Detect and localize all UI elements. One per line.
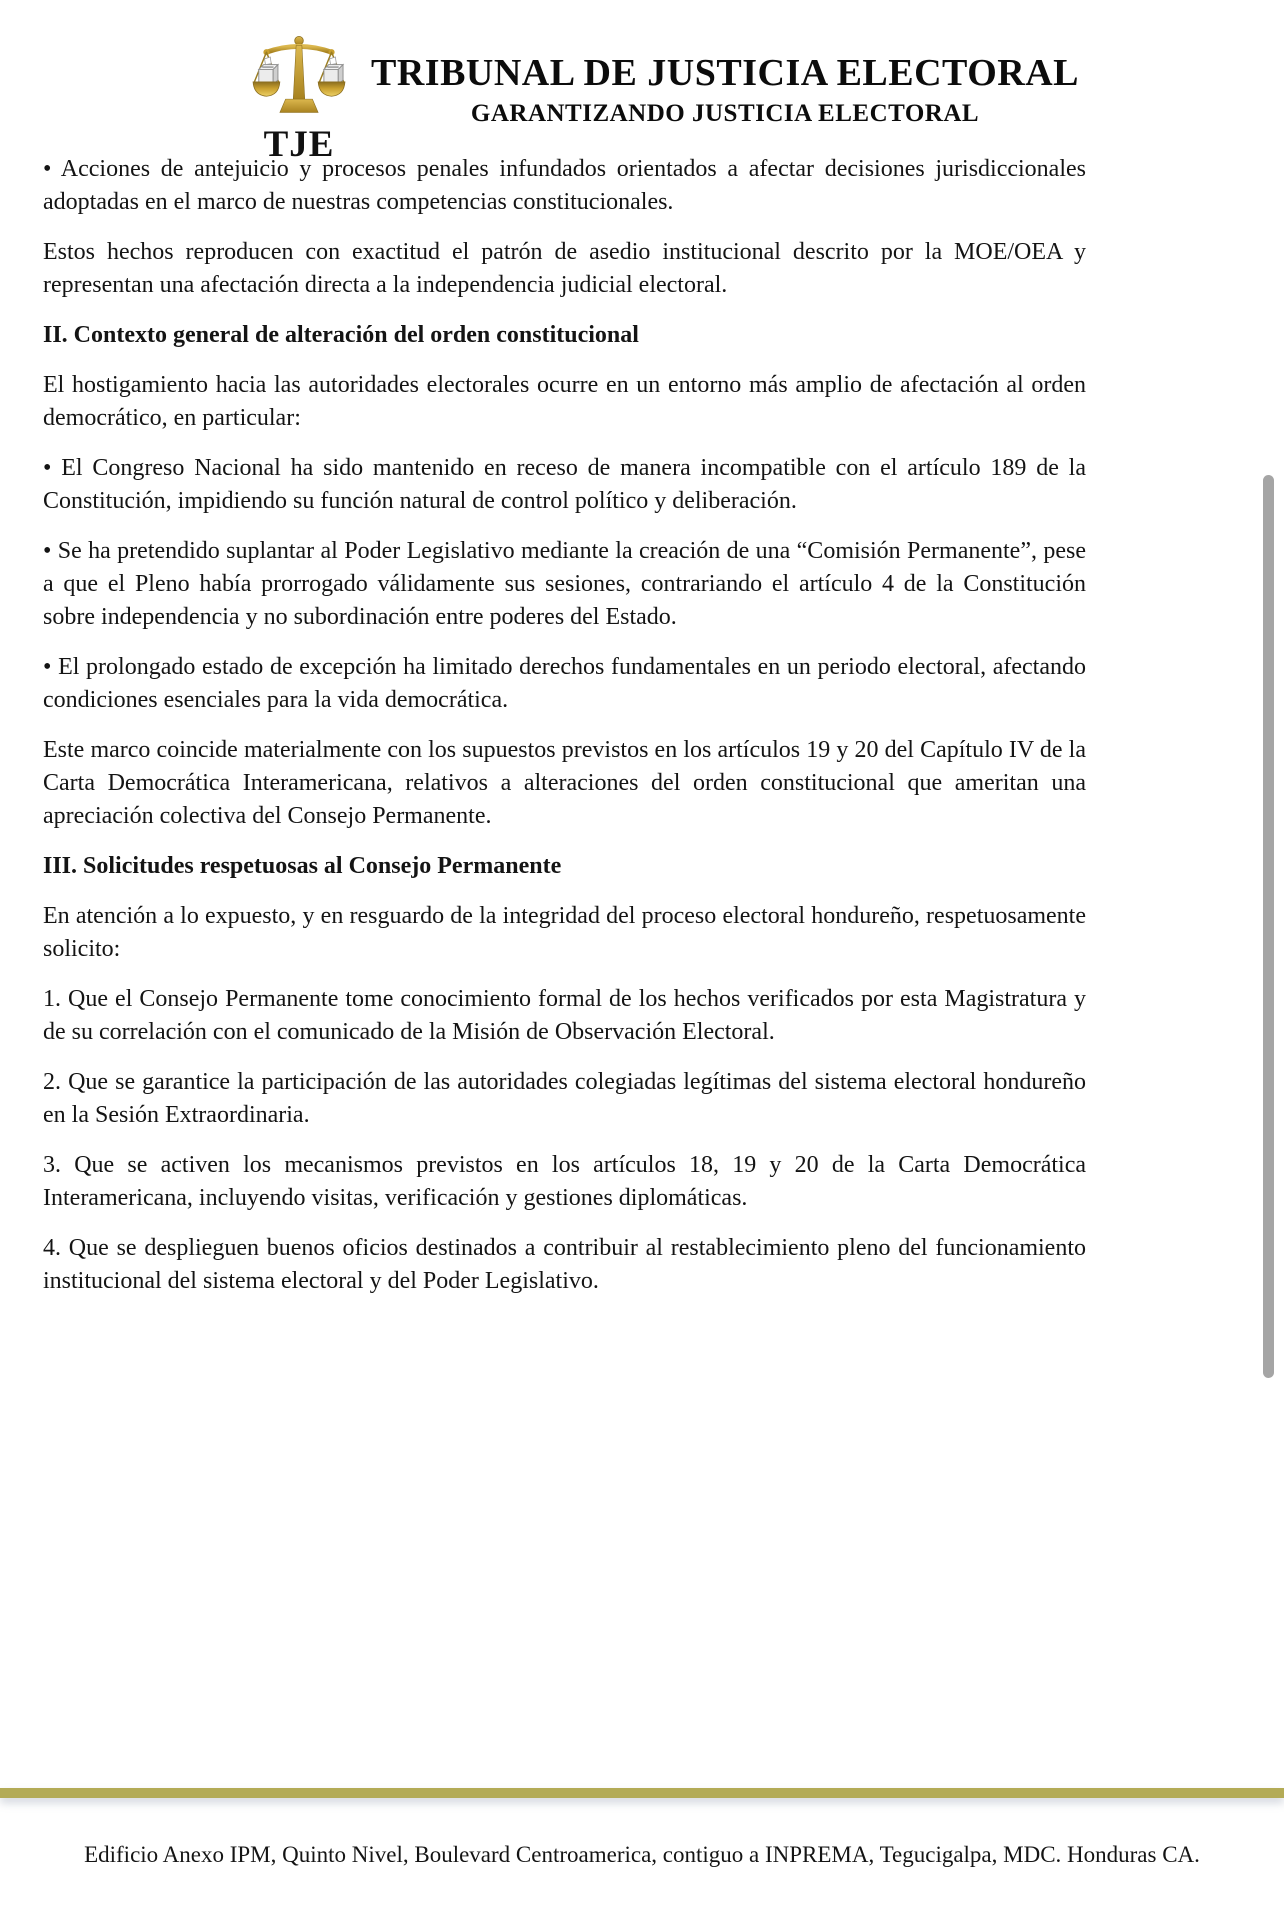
bullet-marker: •	[43, 538, 52, 564]
bullet-item	[43, 153, 1086, 219]
block-text: Que se desplieguen buenos oficios destinados a contribuir al restablecimiento pleno del funcionamiento institucional del sistema electoral y del Poder Legislativo.	[43, 1235, 1087, 1294]
block-text: Que se activen los mecanismos previstos en los artículos 18, 19 y 20 de la Carta Democrática Interamericana, incluyendo visitas, verificación y gestiones diplomáticas.	[43, 1152, 1087, 1211]
paragraph: En atención a lo expuesto, y en resguardo de la integridad del proceso electoral hondureño, respetuosamente solicito:	[43, 903, 1086, 962]
org-motto: GARANTIZANDO JUSTICIA ELECTORAL	[470, 99, 980, 127]
block-text: Que se garantice la participación de las autoridades colegiadas legítimas del sistema electoral hondureño en la Sesión Extraordinaria.	[43, 1069, 1087, 1128]
bullet-marker: •	[43, 654, 52, 680]
bullet-item	[43, 535, 1086, 634]
logo-acronym: TJE	[263, 124, 335, 165]
block-text: Que el Consejo Permanente tome conocimiento formal de los hechos verificados por esta Magistratura y de su correlación con el comunicado de la Misión de Observación Electoral.	[43, 986, 1087, 1045]
block-text: Acciones de antejuicio y procesos penales infundados orientados a afectar decisiones jurisdiccionales adoptadas en el marco de nuestras competencias constitucionales.	[43, 156, 1086, 215]
paragraph: El hostigamiento hacia las autoridades electorales ocurre en un entorno más amplio de afectación al orden democrático, en particular:	[43, 372, 1086, 431]
paragraph: Estos hechos reproducen con exactitud el patrón de asedio institucional descrito por la MOE/OEA y representan una afectación directa a la independencia judicial electoral.	[43, 239, 1086, 298]
bullet-marker: •	[43, 455, 52, 481]
block-text: El Congreso Nacional ha sido mantenido en receso de manera incompatible con el artículo 189 de la Constitución, impidiendo su función natural de control político y deliberación.	[43, 455, 1087, 514]
numbered-item	[43, 983, 1086, 1049]
numbered-item	[43, 1149, 1086, 1215]
numbered-item	[43, 1232, 1086, 1298]
bullet-marker: •	[43, 156, 52, 182]
section-heading: III. Solicitudes respetuosas al Consejo Permanente	[43, 853, 562, 879]
scales-of-justice-icon	[251, 34, 347, 124]
block-text: El prolongado estado de excepción ha limitado derechos fundamentales en un periodo electoral, afectando condiciones esenciales para la vida democrática.	[43, 654, 1087, 713]
footer-address: Edificio Anexo IPM, Quinto Nivel, Boulevard Centroamerica, contiguo a INPREMA, Tegucigalpa, MDC. Honduras CA.	[84, 1842, 1200, 1867]
numbered-item	[43, 1066, 1086, 1132]
footer-divider	[0, 1788, 1284, 1798]
org-title: TRIBUNAL DE JUSTICIA ELECTORAL	[371, 52, 1079, 94]
title-block	[340, 54, 1110, 127]
number-marker: 3.	[43, 1152, 61, 1178]
scrollbar-thumb[interactable]	[1263, 475, 1274, 1378]
number-marker: 4.	[43, 1235, 61, 1261]
bullet-item	[43, 452, 1086, 518]
letterhead	[0, 0, 1284, 165]
bullet-item	[43, 651, 1086, 717]
document-body	[43, 153, 1086, 1315]
block-text: Se ha pretendido suplantar al Poder Legislativo mediante la creación de una “Comisión Permanente”, pese a que el Pleno había prorrogado válidamente sus sesiones, contrariando el artículo 4 de la Constitución sobre independencia y no subordinación entre poderes del Estado.	[43, 538, 1086, 630]
section-heading: II. Contexto general de alteración del orden constitucional	[43, 322, 639, 348]
tje-logo	[251, 34, 347, 163]
paragraph: Este marco coincide materialmente con los supuestos previstos en los artículos 19 y 20 del Capítulo IV de la Carta Democrática Interamericana, relativos a alteraciones del orden constitucional que ameritan una apreciación colectiva del Consejo Permanente.	[43, 737, 1086, 829]
number-marker: 2.	[43, 1069, 61, 1095]
number-marker: 1.	[43, 986, 61, 1012]
